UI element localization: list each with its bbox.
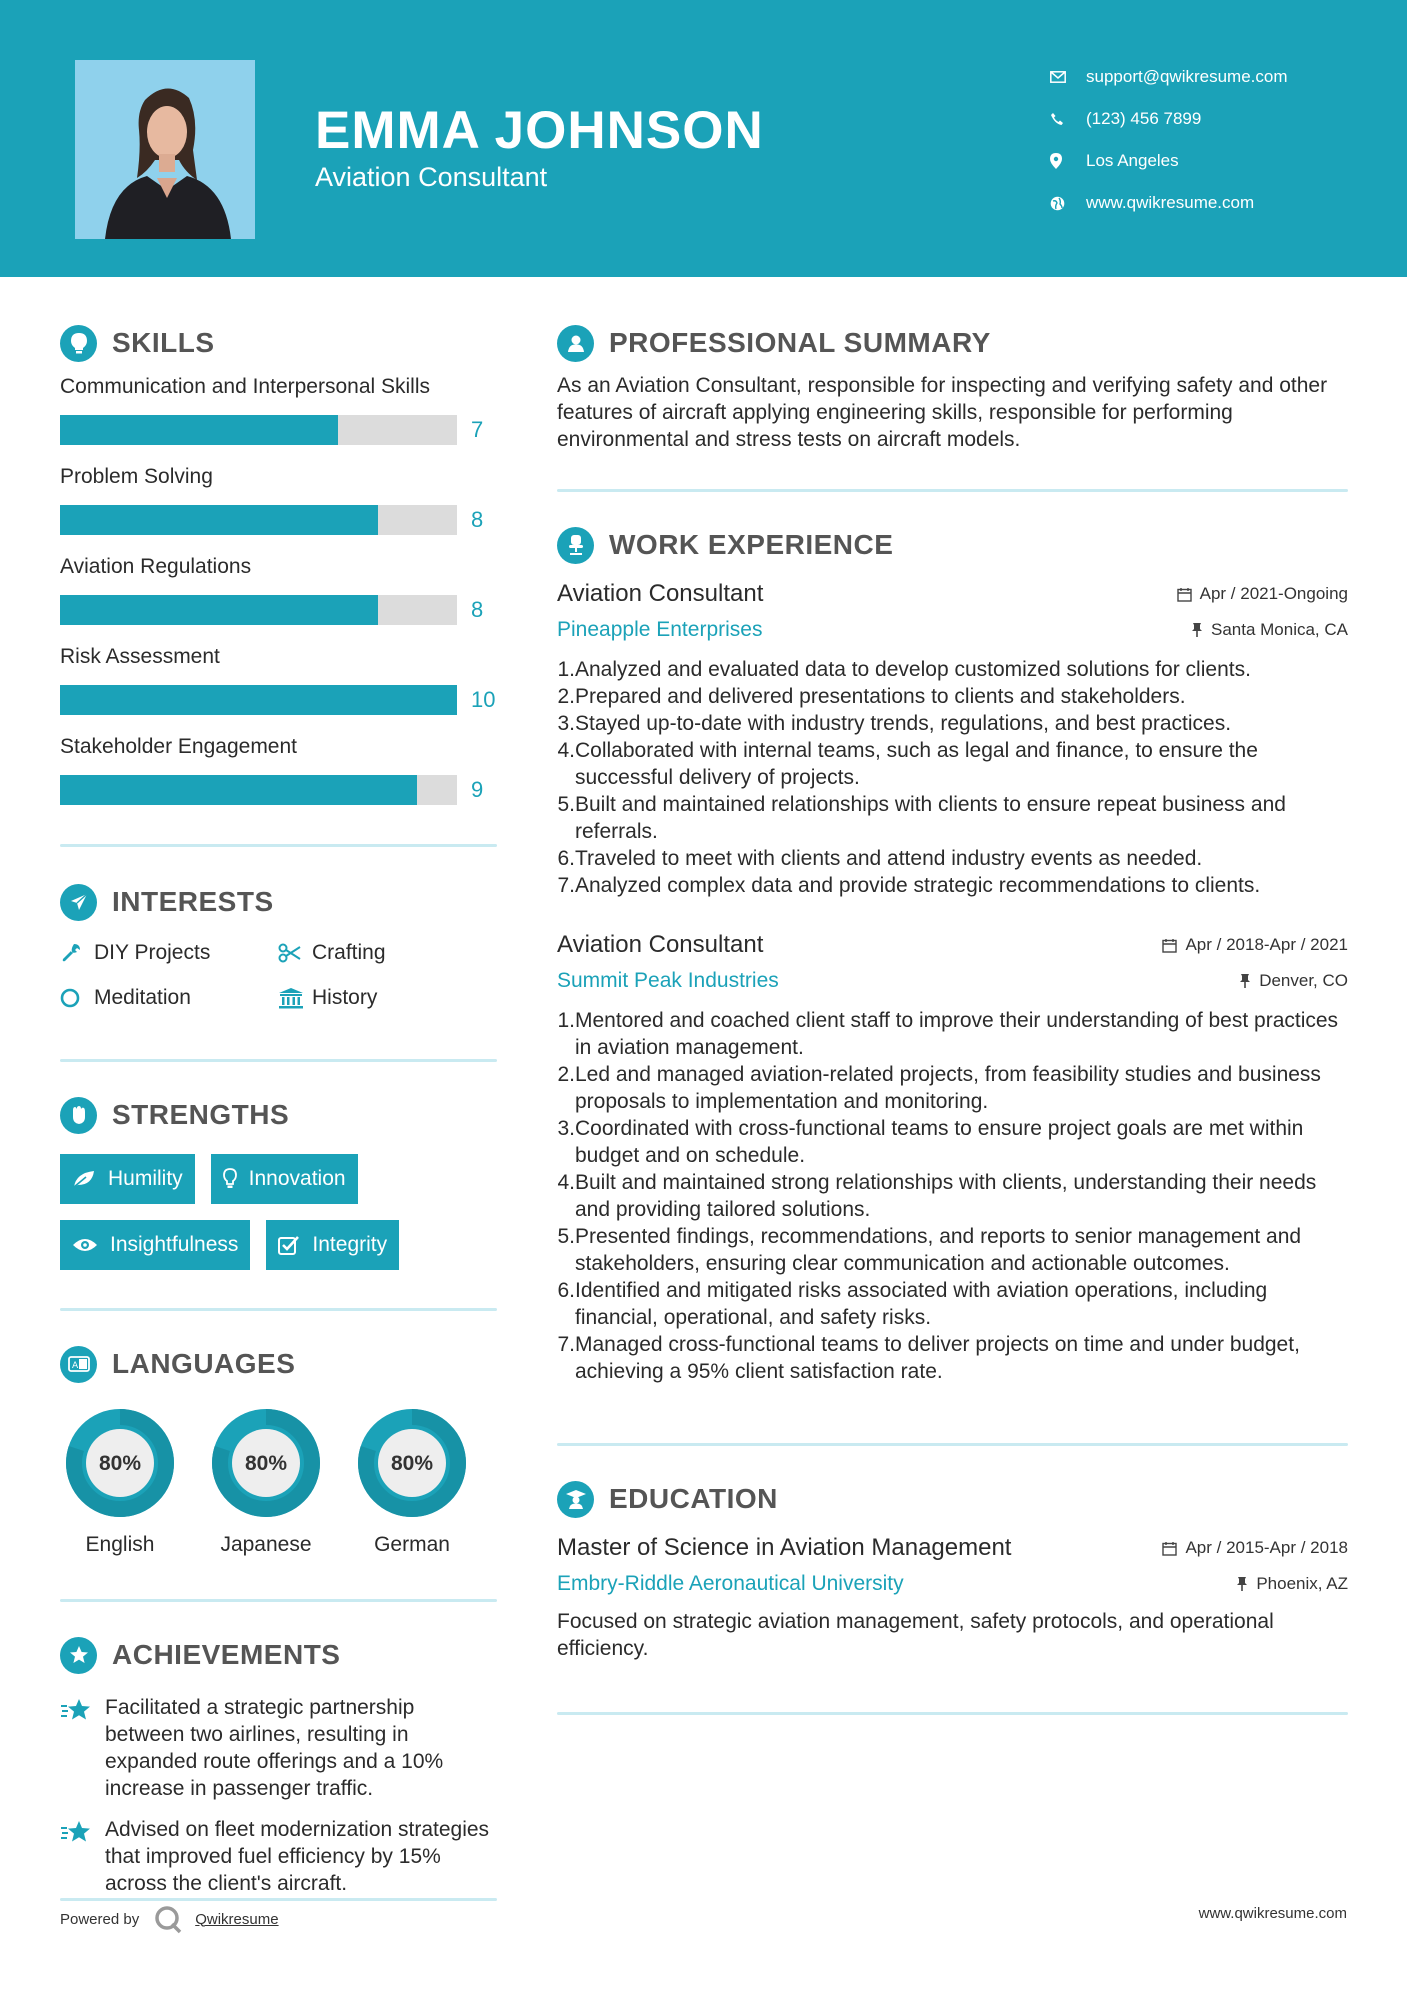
language-percent: 80% [390, 1452, 434, 1475]
degree-title: Master of Science in Aviation Management [557, 1534, 1012, 1561]
section-divider [557, 1712, 1348, 1715]
strength-chip [60, 1154, 195, 1204]
education-dates: Apr / 2015-Apr / 2018 [1185, 1538, 1348, 1557]
strengths-title: STRENGTHS [112, 1099, 290, 1130]
graduate-icon [557, 1481, 594, 1518]
achievement-item [60, 1816, 497, 1897]
language-donut [206, 1403, 326, 1523]
job-entry [557, 927, 1348, 1385]
interest-item [60, 937, 278, 968]
job-bullet: 4. Built and maintained strong relationships with clients, understanding their needs and providing tailored solutions. [557, 1171, 1317, 1221]
summary-title: PROFESSIONAL SUMMARY [609, 327, 991, 358]
strength-chip [211, 1154, 358, 1204]
interest-label: Meditation [94, 985, 191, 1009]
office-chair-icon [557, 527, 594, 564]
skill-value: 9 [471, 777, 484, 802]
powered-by [60, 1904, 279, 1934]
contact-phone-text: (123) 456 7899 [1086, 109, 1202, 128]
strength-label: Insightfulness [110, 1233, 239, 1256]
job-bullet: 7. Analyzed complex data and provide strategic recommendations to clients. [557, 874, 1261, 897]
calendar-icon [1162, 1541, 1177, 1556]
skill-bar-track [60, 595, 457, 625]
skill-name: Problem Solving [60, 465, 213, 488]
footer-divider [60, 1898, 497, 1901]
languages-title: LANGUAGES [112, 1348, 296, 1379]
paper-plane-icon [60, 884, 97, 921]
pushpin-icon [1191, 622, 1203, 638]
phone-icon [1050, 112, 1086, 126]
calendar-icon [1162, 938, 1177, 953]
languages-header [60, 1339, 497, 1389]
job-bullet: 6. Identified and mitigated risks associated with aviation operations, including financial, operational, and safety risks. [557, 1279, 1268, 1329]
fist-icon [60, 1097, 97, 1134]
contact-email-text: support@qwikresume.com [1086, 67, 1288, 86]
summary-header [557, 318, 1348, 368]
education-text: Focused on strategic aviation management, safety protocols, and operational efficiency. [557, 1610, 1274, 1660]
strengths-header [60, 1090, 497, 1140]
languages-list [60, 1403, 497, 1557]
skill-value: 10 [471, 687, 496, 712]
job-dates: Apr / 2018-Apr / 2021 [1185, 935, 1348, 954]
interests-header [60, 877, 497, 927]
star-badge-icon [60, 1637, 97, 1674]
education-header [557, 1474, 1348, 1524]
job-bullet: 5. Built and maintained relationships with clients to ensure repeat business and referrals. [557, 793, 1286, 843]
job-bullet: 2. Prepared and delivered presentations to clients and stakeholders. [557, 685, 1186, 708]
qwikresume-link[interactable]: Qwikresume [195, 1910, 279, 1928]
interest-label: History [312, 985, 378, 1009]
strengths-section [60, 1090, 497, 1270]
footer-website[interactable]: www.qwikresume.com [1198, 1905, 1347, 1922]
skill-bar-fill [60, 505, 378, 535]
lightbulb-icon [60, 325, 97, 362]
job-title: Aviation Consultant [557, 931, 764, 958]
circle-icon [60, 987, 94, 1009]
powered-by-label: Powered by [60, 1910, 140, 1928]
contact-location-text: Los Angeles [1086, 151, 1179, 170]
skills-header [60, 318, 497, 368]
skill-value: 7 [471, 417, 484, 442]
location-pin-icon [1050, 153, 1086, 169]
language-item [352, 1403, 472, 1557]
museum-icon [278, 987, 312, 1009]
skill-item [60, 372, 497, 458]
job-bullet: 6. Traveled to meet with clients and attend industry events as needed. [557, 847, 1203, 870]
pushpin-icon [1239, 973, 1251, 989]
job-location: Denver, CO [1259, 971, 1348, 990]
achievements-title: ACHIEVEMENTS [112, 1639, 341, 1670]
skill-bar-track [60, 415, 457, 445]
skill-bar-track [60, 685, 457, 715]
qwikresume-logo-icon [153, 1904, 183, 1934]
globe-icon [1050, 196, 1086, 211]
contact-location [1050, 140, 1380, 182]
language-name: German [374, 1533, 450, 1556]
star-icon [60, 1816, 105, 1897]
user-icon [557, 325, 594, 362]
job-bullet: 5. Presented findings, recommendations, and reports to senior management and stakeholders, ensuring clear communication and actionable outcomes. [557, 1225, 1302, 1275]
education-entry [557, 1530, 1348, 1662]
interest-label: Crafting [312, 940, 386, 964]
section-divider [557, 1443, 1348, 1446]
contact-website-text: www.qwikresume.com [1086, 193, 1255, 212]
job-entry [557, 576, 1348, 899]
resume-header [0, 0, 1407, 277]
skill-bar-fill [60, 595, 378, 625]
achievements-header [60, 1630, 497, 1680]
skills-section [60, 318, 497, 818]
language-donut [352, 1403, 472, 1523]
skill-name: Communication and Interpersonal Skills [60, 375, 431, 398]
job-bullets [557, 1007, 1348, 1385]
strength-chip [266, 1220, 399, 1270]
interest-item [278, 937, 496, 968]
summary-section [557, 318, 1348, 453]
education-location: Phoenix, AZ [1256, 1574, 1348, 1593]
job-bullet: 3. Stayed up-to-date with industry trends, regulations, and best practices. [557, 712, 1232, 735]
skill-name: Aviation Regulations [60, 555, 252, 578]
skill-bar-fill [60, 415, 338, 445]
envelope-icon [1050, 71, 1086, 83]
skill-item [60, 642, 497, 728]
skill-bar-track [60, 505, 457, 535]
skill-bar-track [60, 775, 457, 805]
education-title: EDUCATION [609, 1483, 778, 1514]
achievement-text: Facilitated a strategic partnership between two airlines, resulting in expanded route offerings and a 10% increase in passenger traffic. [105, 1696, 444, 1800]
achievement-text: Advised on fleet modernization strategies that improved fuel efficiency by 15% across the client's aircraft. [105, 1818, 490, 1895]
strength-label: Integrity [312, 1233, 388, 1256]
profile-photo [75, 60, 255, 239]
profile-photo-image [75, 60, 255, 239]
skill-value: 8 [471, 597, 484, 622]
language-donut [60, 1403, 180, 1523]
right-column [557, 318, 1348, 1715]
job-title: Aviation Consultant [557, 580, 764, 607]
check-square-icon [278, 1235, 300, 1255]
scissors-icon [278, 943, 312, 963]
job-bullet: 7. Managed cross-functional teams to deliver projects on time and under budget, achieving a 95% client satisfaction rate. [557, 1333, 1300, 1383]
job-bullet: 1. Analyzed and evaluated data to develop customized solutions for clients. [557, 658, 1251, 681]
lightbulb-icon [223, 1168, 237, 1190]
education-section [557, 1474, 1348, 1662]
school-name: Embry-Riddle Aeronautical University [557, 1572, 904, 1595]
left-column [60, 318, 497, 1897]
experience-section [557, 520, 1348, 1385]
job-company: Summit Peak Industries [557, 969, 779, 992]
experience-title: WORK EXPERIENCE [609, 529, 894, 560]
summary-text: As an Aviation Consultant, responsible for inspecting and verifying safety and other features of aircraft applying engineering skills, responsible for performing environmental and stress tests on aircraft models. [557, 374, 1328, 451]
job-bullet: 2. Led and managed aviation-related projects, from feasibility studies and business proposals to implementation and monitoring. [557, 1063, 1321, 1113]
job-company: Pineapple Enterprises [557, 618, 763, 641]
skill-item [60, 552, 497, 638]
job-dates: Apr / 2021-Ongoing [1199, 584, 1348, 603]
language-item [60, 1403, 180, 1557]
achievement-item [60, 1694, 497, 1802]
interests-title: INTERESTS [112, 886, 274, 917]
leaf-icon [72, 1169, 96, 1189]
section-divider [60, 1308, 497, 1311]
section-divider [557, 489, 1348, 492]
section-divider [60, 844, 497, 847]
experience-header [557, 520, 1348, 570]
skill-bar-fill [60, 775, 417, 805]
languages-section [60, 1339, 497, 1557]
candidate-name: EMMA JOHNSON [315, 101, 764, 160]
skill-value: 8 [471, 507, 484, 532]
language-percent: 80% [98, 1452, 142, 1475]
eye-icon [72, 1237, 98, 1253]
skill-name: Stakeholder Engagement [60, 735, 297, 758]
strength-label: Innovation [248, 1167, 346, 1190]
language-name: English [85, 1533, 155, 1556]
contact-list [1050, 56, 1380, 224]
skill-item [60, 732, 497, 818]
interests-list [60, 937, 497, 1013]
skills-title: SKILLS [112, 327, 215, 358]
interest-label: DIY Projects [94, 940, 211, 964]
strengths-list [60, 1154, 497, 1270]
pushpin-icon [1236, 1576, 1248, 1592]
language-name: Japanese [220, 1533, 312, 1556]
skill-item [60, 462, 497, 548]
interest-item [278, 982, 496, 1013]
interest-item [60, 982, 278, 1013]
contact-email[interactable] [1050, 56, 1380, 98]
language-item [206, 1403, 326, 1557]
svg-text:A: A [71, 1361, 78, 1371]
language-icon [60, 1346, 97, 1383]
job-bullet: 1. Mentored and coached client staff to improve their understanding of best practices in aviation management. [557, 1009, 1339, 1059]
calendar-icon [1177, 587, 1192, 602]
contact-website[interactable] [1050, 182, 1380, 224]
job-bullet: 3. Coordinated with cross-functional teams to ensure project goals are met within budget and on schedule. [557, 1117, 1304, 1167]
interests-section [60, 877, 497, 1013]
strength-chip [60, 1220, 250, 1270]
job-location: Santa Monica, CA [1210, 620, 1348, 639]
section-divider [60, 1599, 497, 1602]
job-bullets [557, 656, 1348, 899]
candidate-role: Aviation Consultant [315, 162, 548, 192]
language-percent: 80% [244, 1452, 288, 1475]
skill-name: Risk Assessment [60, 645, 220, 668]
skill-bar-fill [60, 685, 457, 715]
wrench-icon [60, 942, 94, 964]
section-divider [60, 1059, 497, 1062]
achievements-section [60, 1630, 497, 1897]
job-bullet: 4. Collaborated with internal teams, such as legal and finance, to ensure the successful delivery of projects. [557, 739, 1258, 789]
strength-label: Humility [108, 1167, 183, 1190]
contact-phone[interactable] [1050, 98, 1380, 140]
star-icon [60, 1694, 105, 1802]
